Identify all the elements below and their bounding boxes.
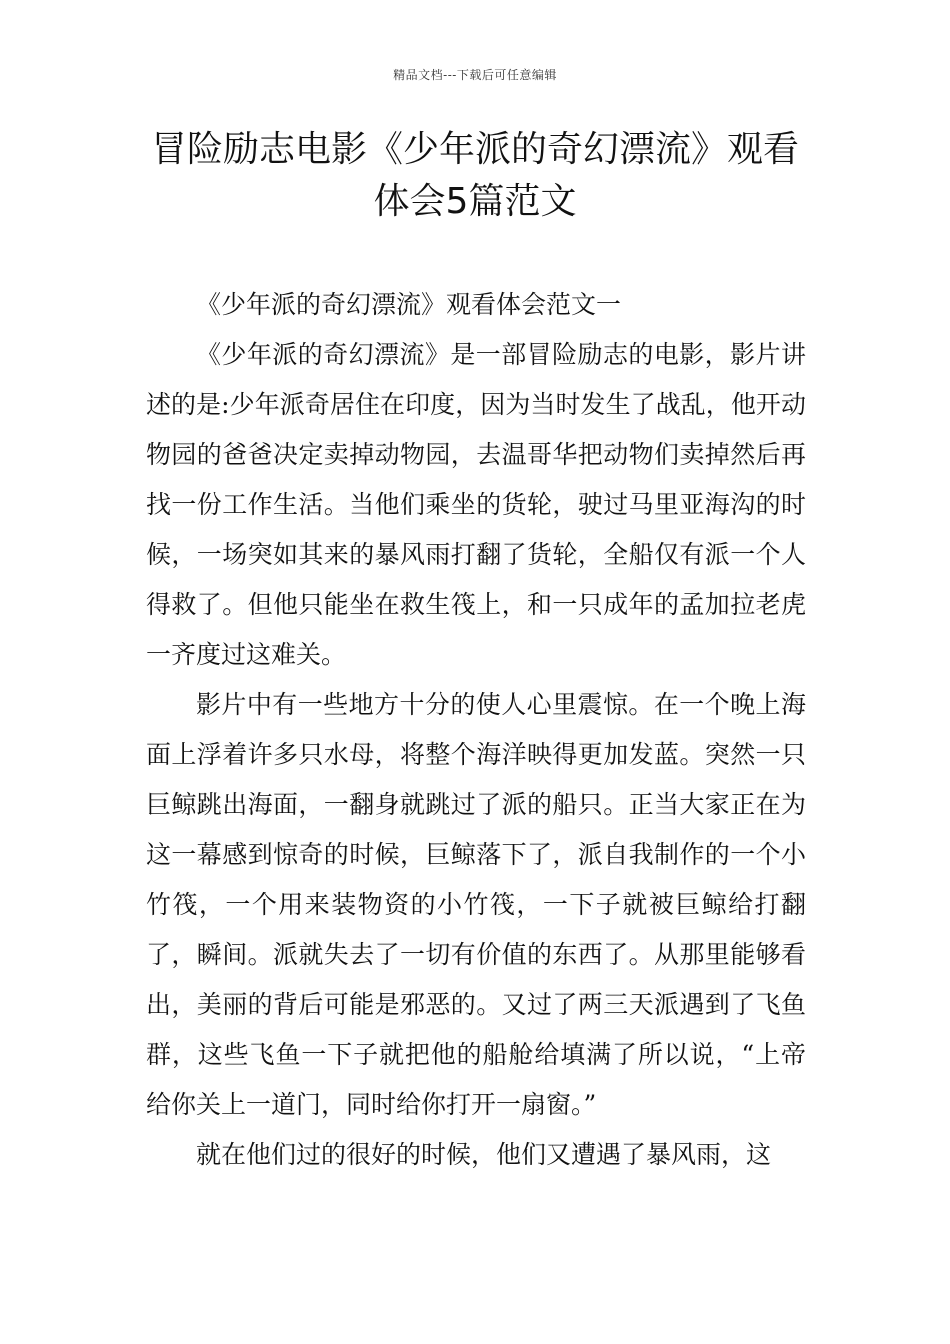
paragraph: 影片中有一些地方十分的使人心里震惊。在一个晚上海面上浮着许多只水母，将整个海洋映得更加发蓝。突然一只巨鲸跳出海面，一翻身就跳过了派的船只。正当大家正在为这一幕感到惊奇的时候，巨鲸落下了，派自我制作的一个小竹筏，一个用来装物资的小竹筏，一下子就被巨鲸给打翻了，瞬间。派就失去了一切有价值的东西了。从那里能够看出，美丽的背后可能是邪恶的。又过了两三天派遇到了飞鱼群，这些飞鱼一下子就把他的船舱给填满了所以说，“上帝给你关上一道门，同时给你打开一扇窗。” — [146, 690, 806, 1119]
section-heading: 《少年派的奇幻漂流》观看体会范文一 — [196, 290, 622, 319]
paragraph: 《少年派的奇幻漂流》是一部冒险励志的电影，影片讲述的是:少年派奇居住在印度，因为当时发生了战乱，他开动物园的爸爸决定卖掉动物园，去温哥华把动物们卖掉然后再找一份工作生活。当他们乘坐的货轮，驶过马里亚海沟的时候，一场突如其来的暴风雨打翻了货轮，全船仅有派一个人得救了。但他只能坐在救生筏上，和一只成年的孟加拉老虎一齐度过这难关。 — [146, 340, 806, 669]
header-note: 精品文档---下载后可任意编辑 — [393, 68, 557, 82]
document-body — [146, 280, 806, 1180]
paragraph: 就在他们过的很好的时候，他们又遭遇了暴风雨，这 — [196, 1140, 772, 1169]
document-title: 冒险励志电影《少年派的奇幻漂流》观看体会5篇范文 — [150, 129, 799, 222]
